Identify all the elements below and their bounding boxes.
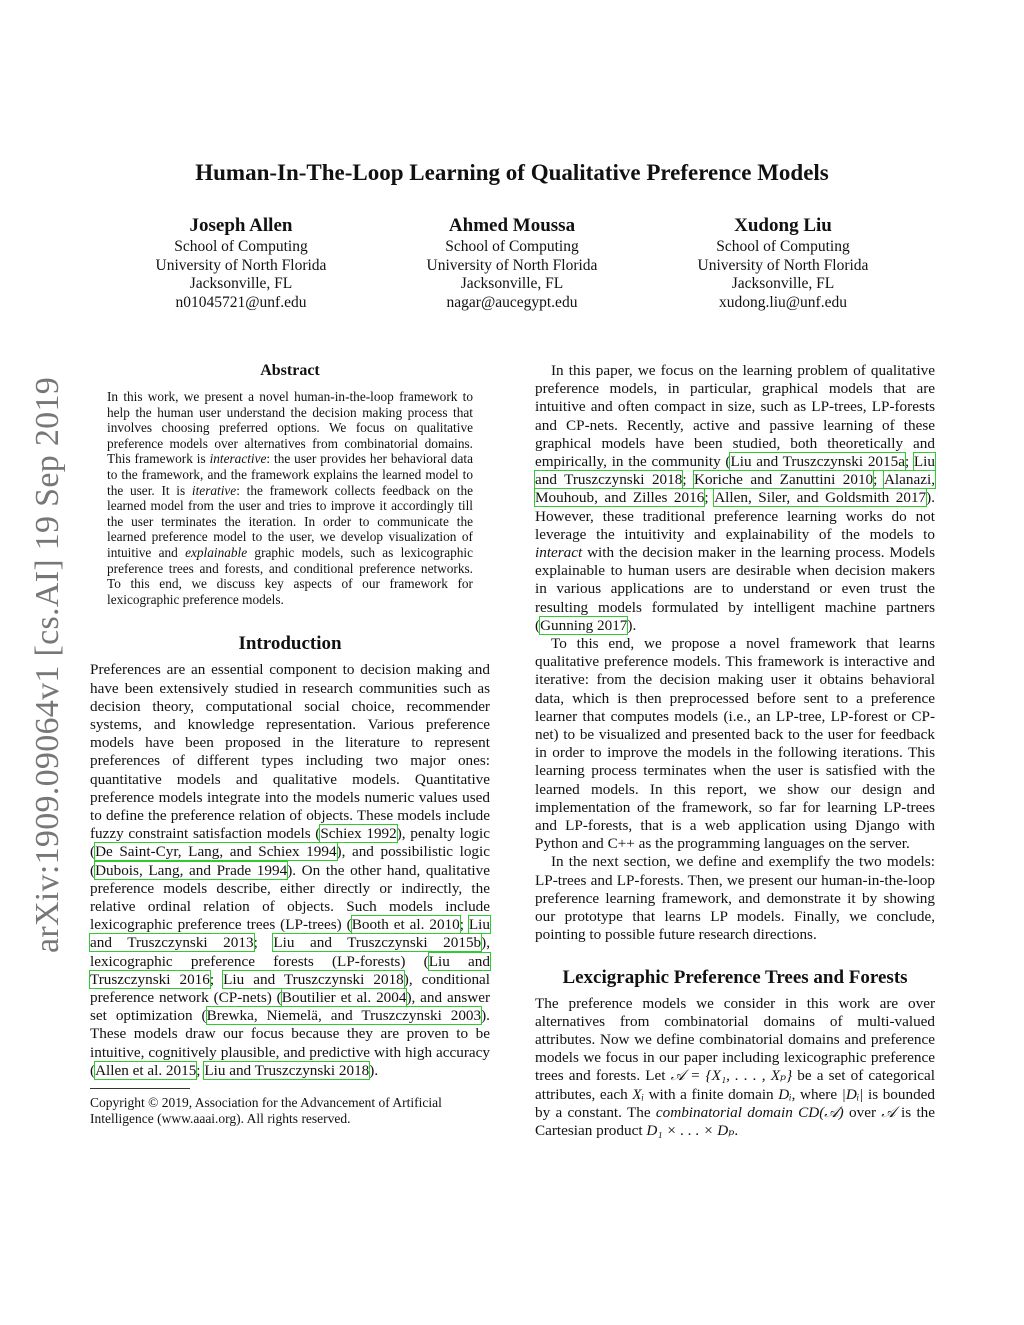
- citation-link[interactable]: Alanazi, Mouhoub, and Zilles 2016: [535, 471, 935, 507]
- author-univ: University of North Florida: [155, 256, 327, 274]
- citation-link[interactable]: Schiex 1992: [320, 825, 397, 843]
- author-name: Xudong Liu: [734, 215, 832, 236]
- abstract-text: graphic models, such as lexicographic preference trees and forests, and conditional preference networks. To this end, we discuss key aspects of our framework for lexicographic preference models.: [107, 544, 473, 607]
- author-dept: School of Computing: [174, 238, 308, 255]
- citation-link[interactable]: Liu and Truszczynski 2018: [535, 453, 935, 489]
- body-text: with a finite domain: [643, 1085, 779, 1103]
- lp-trees-section-heading: Lexcigraphic Preference Trees and Forests: [562, 966, 908, 988]
- separator: ;: [253, 934, 274, 952]
- author-email: xudong.liu@unf.edu: [719, 293, 847, 311]
- citation-link[interactable]: Gunning 2017: [540, 616, 628, 634]
- abstract-text: : the user provides her behavioral data to the framework, and the framework explains the learned model to the user. It is: [107, 451, 473, 498]
- separator: ;: [904, 453, 914, 471]
- body-text: Preferences are an essential component to decision making and have been extensively studied in research communities such as decision theory, computational social choice, recommender systems, and knowledge representation. Various preference models have been proposed in the literature to represent preferences of different types including two major ones: quantitative models and qualitative models. Quantitative preference models integrate into the models numeric values used to define the preference relation of objects. These models include fuzzy constraint satisfaction models (: [90, 661, 490, 843]
- author-name: Joseph Allen: [189, 215, 293, 236]
- author-city: Jacksonville, FL: [460, 275, 564, 292]
- author-city: Jacksonville, FL: [189, 275, 293, 292]
- citation-link[interactable]: Koriche and Zanuttini 2010: [693, 471, 874, 489]
- citation-link[interactable]: Liu and Truszczynski 2013: [90, 916, 490, 952]
- body-text: ), and answer set optimization (: [90, 988, 490, 1025]
- body-paragraph-1: [535, 362, 935, 635]
- citation-link[interactable]: Liu and Truszczynski 2015b: [273, 934, 482, 952]
- author-1: [91, 214, 391, 312]
- citation-link[interactable]: Liu and Truszczynski 2018: [223, 970, 404, 988]
- math-expression: Dᵢ: [778, 1085, 792, 1103]
- abstract-heading: Abstract: [260, 362, 320, 379]
- math-expression: 𝒜: [881, 1103, 896, 1121]
- author-2: [362, 214, 662, 312]
- abstract-emphasis: interactive: [209, 451, 267, 467]
- emphasis-text: combinatorial domain: [655, 1103, 793, 1121]
- body-text: The preference models we consider in this work are over alternatives from combinatorial domains of multi-valued attributes. Now we define combinatorial domains and preference models we focus in our paper including lexicographic preference trees and forests. Let: [535, 994, 935, 1085]
- paper-title: Human-In-The-Loop Learning of Qualitative Preference Models: [195, 160, 829, 185]
- author-dept: School of Computing: [445, 238, 579, 255]
- body-text: ), conditional preference network (CP-nets) (: [90, 970, 490, 1006]
- author-email: nagar@aucegypt.edu: [446, 293, 578, 311]
- body-text: ).: [369, 1061, 379, 1079]
- body-text: In this paper, we focus on the learning problem of qualitative preference models, in particular, graphical models that are intuitive and often compact in size, such as LP-trees, LP-forests and CP-nets. Recently, active and passive learning of these graphical models have been studied, both theoretically and empirically, in the community (: [535, 362, 935, 471]
- body-text: , where: [791, 1085, 842, 1103]
- math-expression: Xᵢ: [632, 1085, 644, 1103]
- citation-link[interactable]: Boutilier et al. 2004: [281, 988, 407, 1006]
- citation-link[interactable]: Liu and Truszczynski 2018: [204, 1061, 370, 1079]
- math-expression: |Dᵢ|: [841, 1085, 864, 1103]
- author-univ: University of North Florida: [426, 256, 598, 274]
- citation-link[interactable]: De Saint-Cyr, Lang, and Schiex 1994: [95, 843, 337, 861]
- introduction-heading: Introduction: [238, 633, 342, 655]
- body-text: ), penalty logic (: [90, 825, 490, 861]
- abstract-text: In this work, we present a novel human-in-the-loop framework to help the human user understand the decision making process that involves choosing preferred options. We focus on qualitative preference models over alternatives from combinatorial domains. This framework is: [107, 389, 473, 467]
- author-name: Ahmed Moussa: [448, 215, 576, 236]
- body-text: ), lexicographic preference forests (LP-forests) (: [90, 934, 490, 970]
- author-dept: School of Computing: [716, 238, 850, 255]
- introduction-paragraph: [90, 661, 490, 1080]
- body-text: be a set of categorical attributes, each: [535, 1067, 935, 1103]
- author-3: [633, 214, 933, 312]
- separator: ;: [873, 471, 884, 489]
- body-text: with the decision maker in the learning process. Models explainable to human users are desirable when decision makers in various applications are to understand or even trust the resulting models formulated by intelligent machine partners (: [535, 544, 935, 634]
- author-block: [0, 214, 1024, 314]
- math-expression: CD(𝒜): [798, 1103, 844, 1121]
- copyright-footnote: Copyright © 2019, Association for the Advancement of Artificial Intelligence (www.aaai.org). All rights reserved.: [90, 1094, 442, 1126]
- arxiv-identifier-text: arXiv:1909.09064v1 [cs.AI] 19 Sep 2019: [29, 376, 66, 954]
- body-text: ), and possibilistic logic (: [90, 843, 490, 879]
- citation-link[interactable]: Liu and Truszczynski 2016: [90, 952, 490, 988]
- body-text: .: [734, 1121, 739, 1139]
- body-text: is the Cartesian product: [535, 1103, 935, 1139]
- left-column: [90, 362, 490, 1127]
- math-expression: D₁ × . . . × Dₚ: [646, 1121, 735, 1139]
- body-paragraph-4: [535, 995, 935, 1141]
- abstract-body: [107, 389, 473, 607]
- citation-link[interactable]: Allen, Siler, and Goldsmith 2017: [714, 489, 927, 507]
- author-email: n01045721@unf.edu: [175, 293, 307, 311]
- body-text: ). However, these traditional preference learning works do not leverage the intuitivity and explainability of the models to: [535, 489, 935, 543]
- right-column: [535, 362, 935, 1140]
- math-expression: 𝒜 = {X₁, . . . , Xₚ}: [670, 1067, 793, 1085]
- separator: ;: [209, 970, 224, 988]
- body-paragraph-2: To this end, we propose a novel framework that learns qualitative preference models. This framework is interactive and iterative: from the decision making user it obtains behavioral data, which is then preprocessed before sent to a preference learner that computes models (i.e., an LP-tree, LP-forest or CP-net) to be visualized and presented back to the user for feedback in order to improve the models in the following iterations. This learning process terminates when the user is satisfied with the learned models. In this report, we show our design and implementation of the framework, so far for learning LP-trees and LP-forests, that is a web application using Django with Python and C++ as the programming languages on the server.: [535, 635, 935, 853]
- body-text: is bounded by a constant. The: [535, 1085, 935, 1121]
- body-text: ). These models draw our focus because they are proven to be intuitive, cognitively plausible, and predictive with high accuracy (: [90, 1007, 490, 1079]
- body-text: ). On the other hand, qualitative preference models describe, either directly or indirectly, the relative ordinal relation of objects. Such models include lexicographic preference trees (LP-trees) (: [90, 861, 490, 934]
- separator: ;: [459, 916, 469, 934]
- author-univ: University of North Florida: [697, 256, 869, 274]
- citation-link[interactable]: Dubois, Lang, and Prade 1994: [95, 861, 288, 879]
- body-paragraph-3: In the next section, we define and exemplify the two models: LP-trees and LP-forests. Then, we present our human-in-the-loop preference learning framework, and demonstrate it by showing our prototype that learns LP models. Finally, we conclude, pointing to possible future research directions.: [535, 853, 935, 944]
- separator: ;: [196, 1061, 205, 1079]
- author-city: Jacksonville, FL: [731, 275, 835, 292]
- citation-link[interactable]: Brewka, Niemelä, and Truszczynski 2003: [206, 1007, 482, 1025]
- abstract-text: : the framework collects feedback on the learned model from the user and tries to improve it accordingly till the user terminates the iteration. In order to communicate the learned preference model to the user, we develop visualization of intuitive and: [107, 482, 473, 560]
- separator: ;: [682, 471, 694, 489]
- arxiv-identifier: [28, 360, 68, 970]
- body-text: ).: [627, 616, 637, 634]
- citation-link[interactable]: Allen et al. 2015: [95, 1061, 197, 1079]
- abstract-emphasis: iterative: [191, 482, 237, 498]
- footnote-rule: [90, 1088, 190, 1089]
- citation-link[interactable]: Booth et al. 2010: [351, 916, 460, 934]
- abstract-emphasis: explainable: [185, 544, 248, 560]
- body-text: over: [843, 1103, 882, 1121]
- emphasis-text: interact: [535, 544, 583, 562]
- separator: ;: [704, 489, 715, 507]
- citation-link[interactable]: Liu and Truszczynski 2015a: [730, 453, 905, 471]
